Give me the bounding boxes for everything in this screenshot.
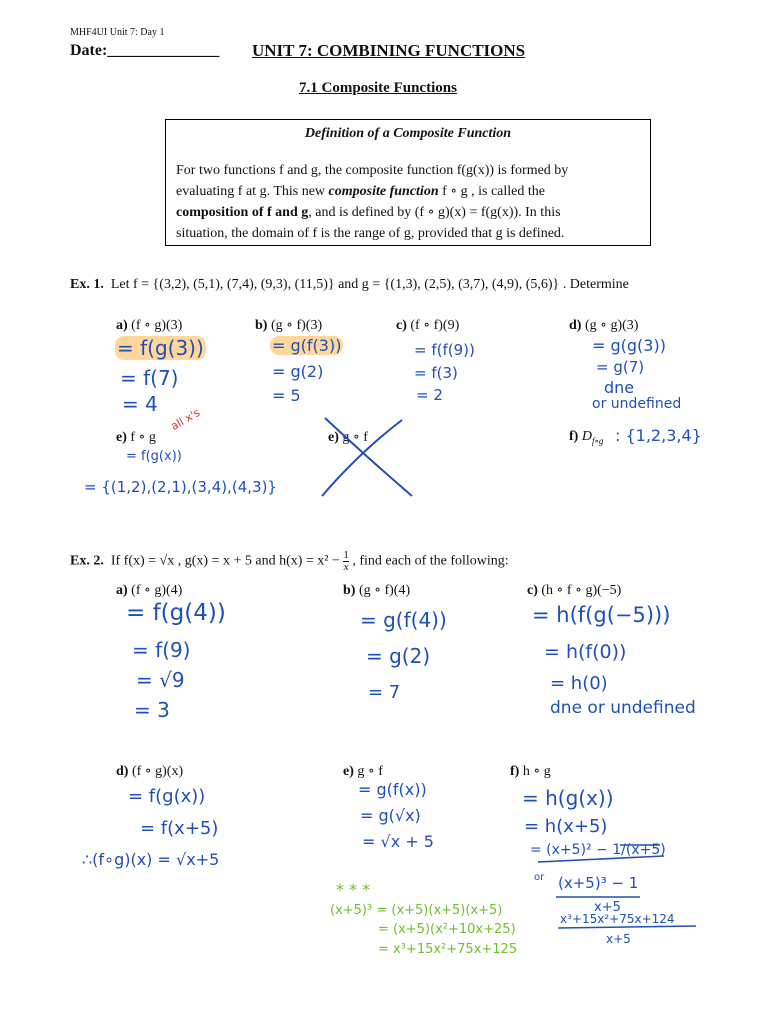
ex1-b-work-2: = g(2): [272, 362, 324, 381]
ex1-c-work-3: = 2: [416, 386, 443, 404]
ex2-e-question: e) g ∘ f: [343, 764, 383, 779]
ex1-d-work-4: or undefined: [592, 396, 682, 412]
ex2-d-question: d) (f ∘ g)(x): [116, 764, 184, 779]
ex2-f-work-4: (x+5)³ − 1: [558, 874, 639, 892]
ex2-c-work-3: = h(0): [550, 673, 608, 694]
side-work-1: (x+5)³ = (x+5)(x+5)(x+5): [330, 903, 503, 918]
ex2-c-question: c) (h ∘ f ∘ g)(−5): [527, 583, 622, 598]
ex2-a-work-4: = 3: [134, 698, 170, 722]
ex2-f-work-6: x³+15x²+75x+124: [560, 912, 675, 926]
ex1-statement: Ex. 1. Let f = {(3,2), (5,1), (7,4), (9,3), (11,5)} and g = {(1,3), (2,5), (3,7), (4,9), (5,6)} . Determine: [70, 277, 629, 292]
ex1-c-work-1: = f(f(9)): [414, 341, 475, 359]
ex2-a-work-1: = f(g(4)): [126, 600, 226, 626]
ex2-d-work-2: = f(x+5): [140, 818, 219, 839]
ex1-a-work-3: = 4: [122, 392, 158, 416]
ex1-e-question: e) f ∘ g: [116, 430, 156, 445]
section-title: 7.1 Composite Functions: [299, 80, 457, 96]
ex2-c-work-1: = h(f(g(−5))): [532, 603, 671, 627]
underline-stroke: [538, 856, 664, 862]
ex1-e2-question: e) g ∘ f: [328, 430, 368, 445]
page-title: UNIT 7: COMBINING FUNCTIONS: [252, 41, 526, 60]
ex2-a-question: a) (f ∘ g)(4): [116, 583, 183, 598]
definition-line: situation, the domain of f is the range of g, provided that g is defined.: [176, 226, 565, 241]
ex2-f-work-5: x+5: [594, 900, 621, 915]
definition-title: Definition of a Composite Function: [304, 126, 512, 141]
cross-out-stroke-1: [325, 418, 412, 496]
ex1-f-question: f) $D_{f\circ g}$: [569, 429, 604, 446]
ex1-a-work-1: = f(g(3)): [117, 336, 204, 360]
ex2-d-work-1: = f(g(x)): [128, 786, 206, 807]
ex1-d-work-1: = g(g(3)): [592, 336, 666, 355]
ex2-a-work-3: = √9: [136, 668, 185, 692]
definition-line: composition of f and g, and is defined by (f ∘ g)(x) = f(g(x)). In this: [176, 205, 561, 220]
ex2-f-work-or: or: [534, 872, 545, 883]
definition-line: For two functions f and g, the composite function f(g(x)) is formed by: [176, 163, 569, 178]
ex1-b-question: b) (g ∘ f)(3): [255, 318, 323, 333]
ex1-b-work-3: = 5: [272, 386, 301, 405]
ex1-a-question: a) (f ∘ g)(3): [116, 318, 183, 333]
ex1-f-work: : {1,2,3,4}: [615, 426, 702, 445]
ex1-b-work-1: = g(f(3)): [272, 336, 342, 355]
ex1-d-work-3: dne: [604, 378, 635, 397]
course-code: MHF4UI Unit 7: Day 1: [70, 27, 165, 38]
ex2-a-work-2: = f(9): [132, 638, 191, 662]
ex2-d-work-3: ∴(f∘g)(x) = √x+5: [82, 850, 220, 869]
cross-out-stroke-2: [322, 420, 402, 496]
ex2-c-work-2: = h(f(0)): [544, 641, 627, 663]
ex1-a-work-2: = f(7): [120, 366, 179, 390]
ex2-f-work-1: = h(g(x)): [522, 786, 614, 810]
ex1-e-work-2: = {(1,2),(2,1),(3,4),(4,3)}: [84, 478, 277, 496]
side-work-stars: * * *: [336, 880, 371, 899]
side-work-2: = (x+5)(x²+10x+25): [378, 922, 516, 937]
ex2-b-question: b) (g ∘ f)(4): [343, 583, 411, 598]
ex2-f-work-2: = h(x+5): [524, 816, 608, 837]
ex2-b-work-3: = 7: [368, 682, 401, 703]
ex2-e-work-2: = g(√x): [360, 806, 421, 825]
ex2-f-work-7: x+5: [606, 932, 631, 946]
definition-line: evaluating f at g. This new composite function f ∘ g , is called the: [176, 184, 545, 199]
ex1-c-work-2: = f(3): [414, 364, 458, 382]
ex2-f-question: f) h ∘ g: [510, 764, 551, 779]
ex2-b-work-2: = g(2): [366, 644, 431, 668]
ex2-e-work-1: = g(f(x)): [358, 780, 427, 799]
ex1-e-work-1: = f(g(x)): [126, 449, 182, 464]
date-label: Date:______________: [70, 42, 220, 59]
ex2-b-work-1: = g(f(4)): [360, 608, 447, 632]
ex2-c-work-4: dne or undefined: [550, 698, 696, 718]
ex1-d-work-2: = g(7): [596, 358, 645, 376]
ex1-c-question: c) (f ∘ f)(9): [396, 318, 460, 333]
side-work-3: = x³+15x²+75x+125: [378, 942, 518, 957]
ex2-e-work-3: = √x + 5: [362, 832, 434, 851]
ex2-f-work-3: = (x+5)² − 1/(x+5): [530, 842, 666, 858]
fraction-bar-3: [558, 926, 696, 928]
ex1-d-question: d) (g ∘ g)(3): [569, 318, 639, 333]
ex2-statement: Ex. 2. If f(x) = √x , g(x) = x + 5 and h(x) = x² − $\frac{1}{x}$ , find each of the following:: [70, 549, 509, 573]
ex1-e-note: all x's: [168, 405, 203, 433]
